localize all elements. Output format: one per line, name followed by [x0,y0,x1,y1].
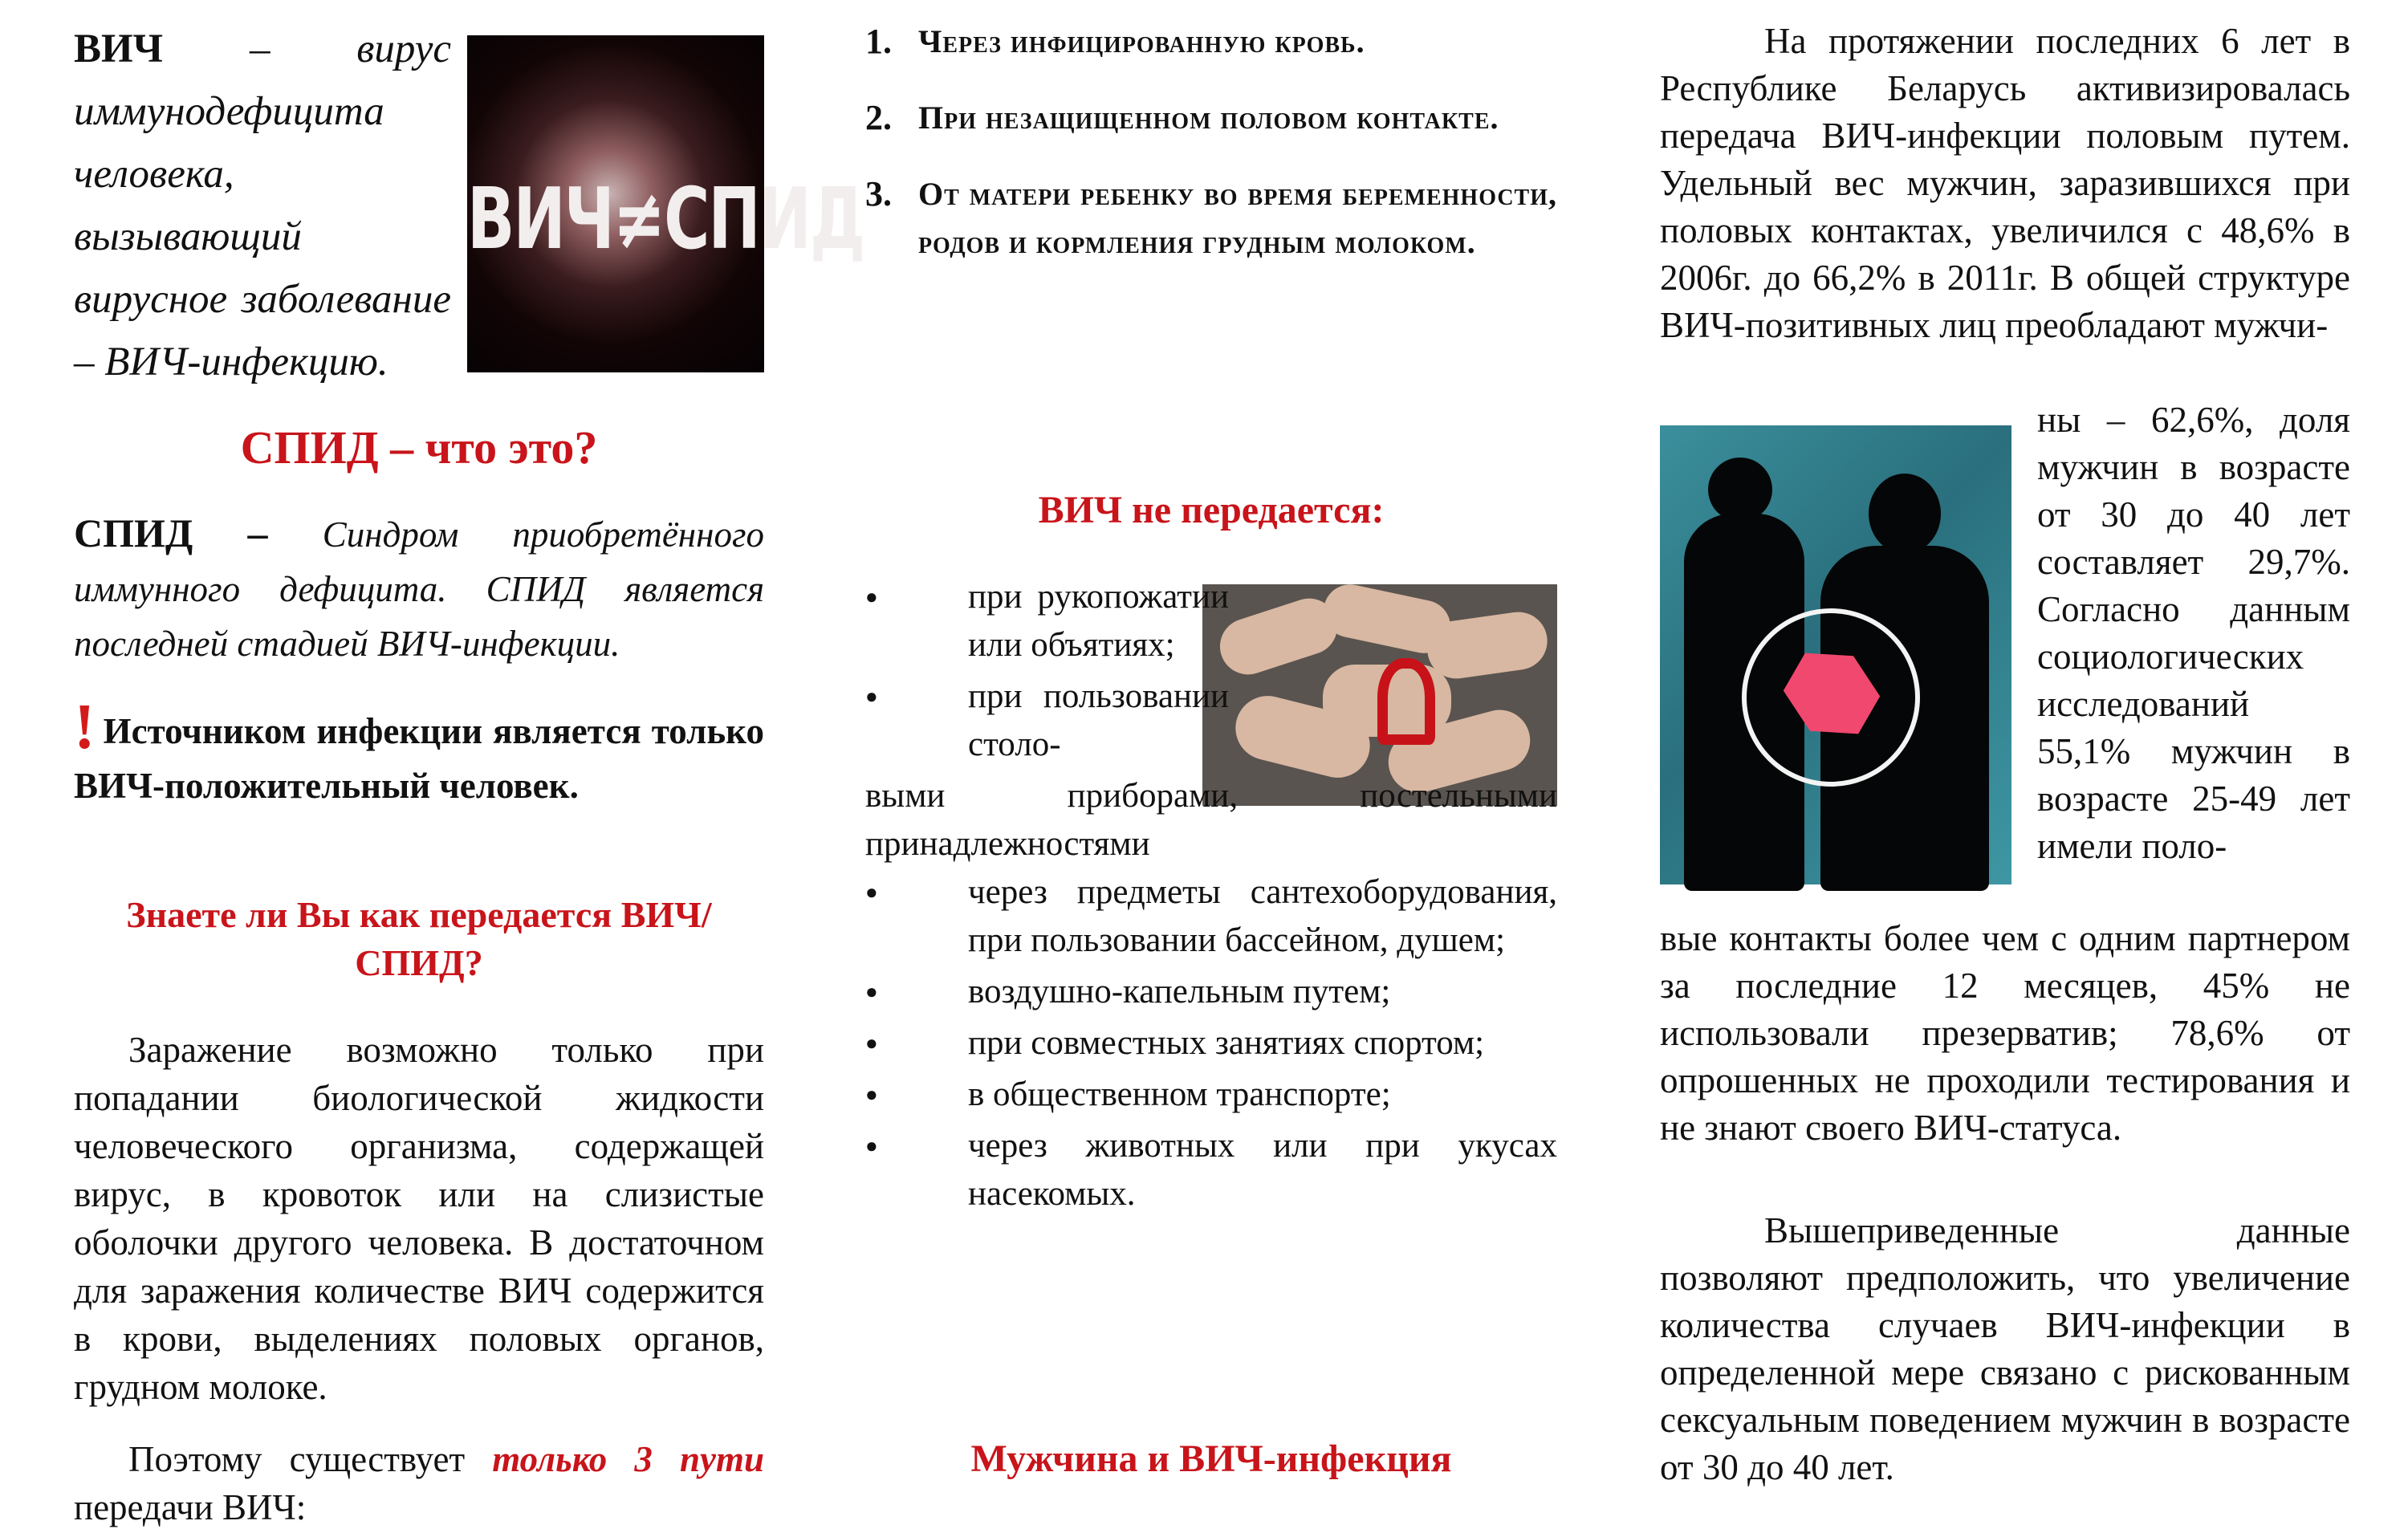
route-text: От матери ребенку во время беременности, родов и кормления грудным молоком. [918,176,1557,260]
transmission-heading: Знаете ли Вы как передается ВИЧ/СПИД? [126,894,712,983]
not-transmitted-heading: ВИЧ не передается: [1038,489,1385,531]
list-item: ● в общественном транспорте; [865,1071,1557,1119]
route-item [865,170,1557,266]
hiv-not-aids-sign: ВИЧ≠СПИД [467,171,864,269]
routes-list [865,18,1557,295]
list-item: ● через животных или при укусах насекомых. [865,1122,1557,1218]
woman-head-silhouette [1708,457,1772,522]
couple-virus-image [1660,425,2011,884]
three-routes-intro [74,1435,764,1531]
route-text: Через инфицированную кровь. [918,23,1365,59]
aids-heading: СПИД – что это? [240,421,598,474]
list-item: ● воздушно-капельным путем; [865,968,1557,1016]
hiv-not-aids-image [467,35,864,372]
three-routes-after: передачи ВИЧ: [74,1487,307,1527]
list-item: ● при совместных занятиях спортом; [865,1019,1557,1067]
route-item [865,18,1557,66]
list-item-continuation: выми приборами, постельными принадлежностями [865,777,1557,863]
dash: – [163,26,357,71]
exclamation-icon: ! [74,692,96,762]
three-routes-highlight: только 3 пути [492,1439,764,1479]
route-number: 1. [865,22,892,61]
route-item [865,94,1557,142]
hiv-abbr: ВИЧ [74,26,164,71]
hiv-definition [74,18,451,393]
statistics-paragraph: На протяжении последних 6 лет в Республике Беларусь активизировалась передача ВИЧ-инфекции половым путем. Удельный вес мужчин, заразившихся при половых контактах, увеличился с 48,6% в 2006г. до 66,2% в 2011г. В общей структуре ВИЧ-позитивных лиц преобладают мужчи- [1660,21,2350,345]
dash: – [193,510,323,555]
hiv-definition-text: вирус иммунодефицита человека, вызывающий вирусное заболевание – ВИЧ-инфекцию. [74,26,451,384]
aids-definition [74,506,764,671]
infection-paragraph: Заражение возможно только при попадании биологической жидкости человеческого организма, содержащей вирус, в кровоток или на слизистые оболочки другого человека. В достаточном для заражения количестве ВИЧ содержится в крови, выделениях половых органов, грудном молоке. [74,1030,764,1407]
infection-source-text: Источником инфекции является только ВИЧ-положительный человек. [74,711,764,806]
list-item: ● при пользовании столо- [865,673,1229,769]
three-routes-before: Поэтому существует [128,1439,493,1479]
route-number: 2. [865,98,892,137]
statistics-paragraph-continued: ны – 62,6%, доля мужчин в возрасте от 30 до 40 лет составляет 29,7%. Согласно данным социологических исследований 55,1% мужчин в возрасте 25-49 лет имели поло- [2037,400,2350,866]
men-hiv-heading: Мужчина и ВИЧ-инфекция [970,1437,1452,1480]
not-transmitted-list [865,573,1557,1222]
man-head-silhouette [1869,474,1941,554]
infection-source [74,692,764,812]
route-number: 3. [865,174,892,213]
list-item: ● через предметы сантехоборудования, при пользовании бассейном, душем; [865,868,1557,965]
statistics-paragraph-end: вые контакты более чем с одним партнером за последние 12 месяцев, 45% не использовали презерватив; 78,6% от опрошенных не проходили тестирования и не знают своего ВИЧ-статуса. [1660,918,2350,1148]
aids-abbr: СПИД [74,510,193,555]
list-item: ● при рукопожатии или объятиях; [865,573,1229,669]
conclusion-paragraph: Вышеприведенные данные позволяют предположить, что увеличение количества случаев ВИЧ-инфекции в определенной мере связано с рискованным сексуальным поведением мужчин в возрасте от 30 до 40 лет. [1660,1210,2350,1487]
aids-definition-text: Синдром приобретённого иммунного дефицита. СПИД является последней стадией ВИЧ-инфекции. [74,514,764,664]
route-text: При незащищенном половом контакте. [918,100,1499,136]
